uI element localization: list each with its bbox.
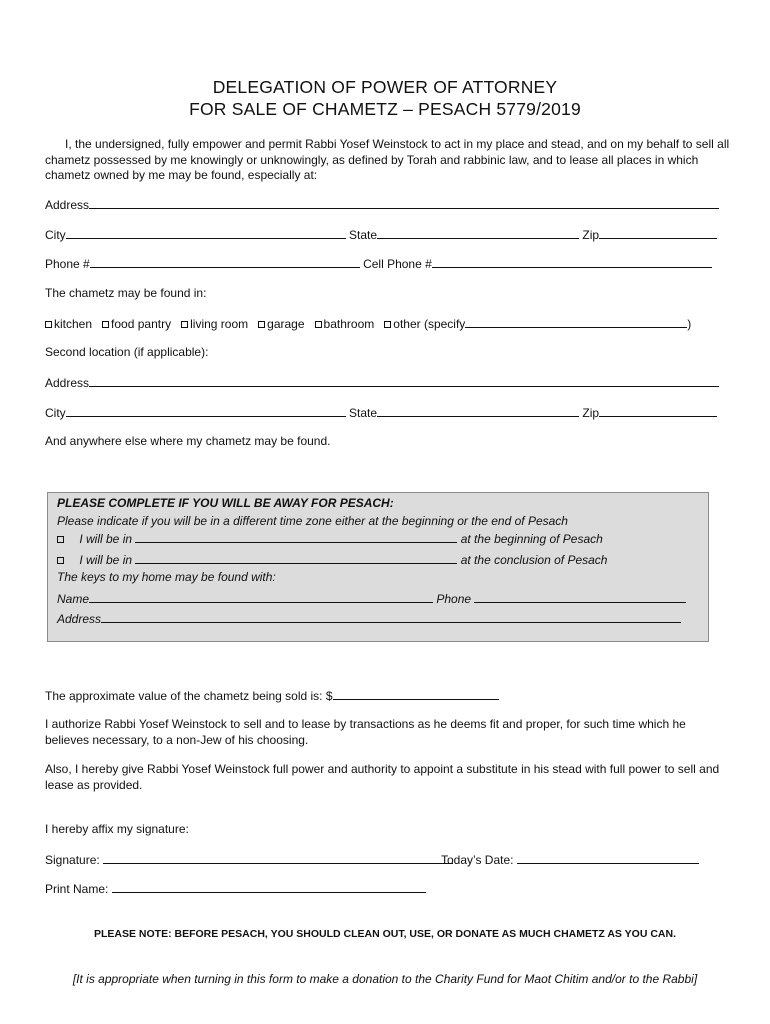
bathroom-checkbox[interactable] xyxy=(315,321,322,328)
address-label: Address xyxy=(45,198,90,212)
state2-field[interactable] xyxy=(377,405,579,417)
zip-label: Zip xyxy=(582,228,600,242)
beginning-checkbox[interactable] xyxy=(57,536,64,543)
garage-label: garage xyxy=(267,317,305,331)
keys-address-row xyxy=(57,611,681,627)
phone-row xyxy=(45,256,712,272)
signature-row xyxy=(45,852,453,868)
conclusion-will-be-in-label: I will be in xyxy=(79,553,133,567)
other-specify-field[interactable] xyxy=(465,316,687,328)
value-label: The approximate value of the chametz being sold is: xyxy=(45,689,323,703)
food-pantry-checkbox[interactable] xyxy=(102,321,109,328)
other-checkbox[interactable] xyxy=(384,321,391,328)
city-field[interactable] xyxy=(66,227,346,239)
anywhere-else-text: And anywhere else where my chametz may be found. xyxy=(45,434,331,448)
please-note-text: PLEASE NOTE: BEFORE PESACH, YOU SHOULD CLEAN OUT, USE, OR DONATE AS MUCH CHAMETZ AS YOU CAN. xyxy=(93,928,676,940)
at-conclusion-label: at the conclusion of Pesach xyxy=(460,553,608,567)
beginning-row xyxy=(57,531,603,547)
keys-name-field[interactable] xyxy=(89,591,433,603)
value-dollar-sign: $ xyxy=(325,689,333,703)
beginning-location-field[interactable] xyxy=(135,531,457,543)
food-pantry-label: food pantry xyxy=(111,317,172,331)
kitchen-label: kitchen xyxy=(54,317,93,331)
keys-address-field[interactable] xyxy=(101,611,681,623)
at-beginning-label: at the beginning of Pesach xyxy=(460,532,603,546)
form-title-line1: DELEGATION OF POWER OF ATTORNEY xyxy=(212,77,558,97)
cell-phone-field[interactable] xyxy=(432,256,712,268)
signature-label: Signature: xyxy=(45,853,100,867)
address2-field[interactable] xyxy=(89,375,719,387)
bathroom-label: bathroom xyxy=(323,317,375,331)
city2-field[interactable] xyxy=(66,405,346,417)
intro-paragraph: I, the undersigned, fully empower and permit Rabbi Yosef Weinstock to act in my place and stead, and on my behalf to sell all chametz possessed by me knowingly or unknowingly, as defined by Torah and rabbinic law, and to lease all places in which chametz owned by me may be found, especially at: xyxy=(45,137,730,182)
zip2-field[interactable] xyxy=(599,405,717,417)
conclusion-checkbox[interactable] xyxy=(57,557,64,564)
date-field[interactable] xyxy=(517,852,699,864)
print-name-field[interactable] xyxy=(112,881,426,893)
away-box-instruction: Please indicate if you will be in a different time zone either at the beginning or the end of Pesach xyxy=(57,514,568,528)
zip2-label: Zip xyxy=(582,406,600,420)
address-row xyxy=(45,197,719,213)
keys-phone-label: Phone xyxy=(436,592,472,606)
away-box-heading: PLEASE COMPLETE IF YOU WILL BE AWAY FOR PESACH: xyxy=(57,496,394,510)
location-checkboxes xyxy=(45,316,691,332)
date-label: Today’s Date: xyxy=(441,853,514,867)
affix-signature-text: I hereby affix my signature: xyxy=(45,822,189,836)
signature-field[interactable] xyxy=(103,852,453,864)
state-field[interactable] xyxy=(377,227,579,239)
print-name-label: Print Name: xyxy=(45,882,109,896)
keys-name-label: Name xyxy=(57,592,90,606)
address-field[interactable] xyxy=(89,197,719,209)
kitchen-checkbox[interactable] xyxy=(45,321,52,328)
other-close-paren: ) xyxy=(687,317,692,331)
form-title-line2: FOR SALE OF CHAMETZ – PESACH 5779/2019 xyxy=(189,99,581,119)
address2-row xyxy=(45,375,719,391)
keys-label: The keys to my home may be found with: xyxy=(57,570,276,584)
zip-field[interactable] xyxy=(599,227,717,239)
phone-field[interactable] xyxy=(90,256,360,268)
conclusion-location-field[interactable] xyxy=(135,552,457,564)
date-row xyxy=(441,852,699,868)
value-field[interactable] xyxy=(333,688,499,700)
footer-donation-note: [It is appropriate when turning in this form to make a donation to the Charity Fund for Maot Chitim and/or to the Rabbi] xyxy=(72,972,698,986)
keys-phone-field[interactable] xyxy=(474,591,686,603)
value-row xyxy=(45,688,499,704)
substitute-paragraph: Also, I hereby give Rabbi Yosef Weinstock full power and authority to appoint a substitute in his stead with full power to sell and lease as provided. xyxy=(45,762,720,792)
keys-address-label: Address xyxy=(57,612,102,626)
found-in-label: The chametz may be found in: xyxy=(45,286,207,300)
authorize-paragraph: I authorize Rabbi Yosef Weinstock to sell and to lease by transactions as he deems fit and proper, for such time which he believes necessary, to a non-Jew of his choosing. xyxy=(45,717,686,747)
living-room-label: living room xyxy=(190,317,249,331)
living-room-checkbox[interactable] xyxy=(181,321,188,328)
city2-label: City xyxy=(45,406,66,420)
garage-checkbox[interactable] xyxy=(258,321,265,328)
cell-phone-label: Cell Phone # xyxy=(363,257,432,271)
other-label: other (specify xyxy=(393,317,466,331)
city-row xyxy=(45,227,717,243)
keys-name-row xyxy=(57,591,686,607)
city-label: City xyxy=(45,228,66,242)
state-label: State xyxy=(349,228,378,242)
city2-row xyxy=(45,405,717,421)
beginning-will-be-in-label: I will be in xyxy=(79,532,133,546)
second-location-label: Second location (if applicable): xyxy=(45,345,209,359)
address2-label: Address xyxy=(45,376,90,390)
conclusion-row xyxy=(57,552,607,568)
state2-label: State xyxy=(349,406,378,420)
print-name-row xyxy=(45,881,426,897)
phone-label: Phone # xyxy=(45,257,90,271)
